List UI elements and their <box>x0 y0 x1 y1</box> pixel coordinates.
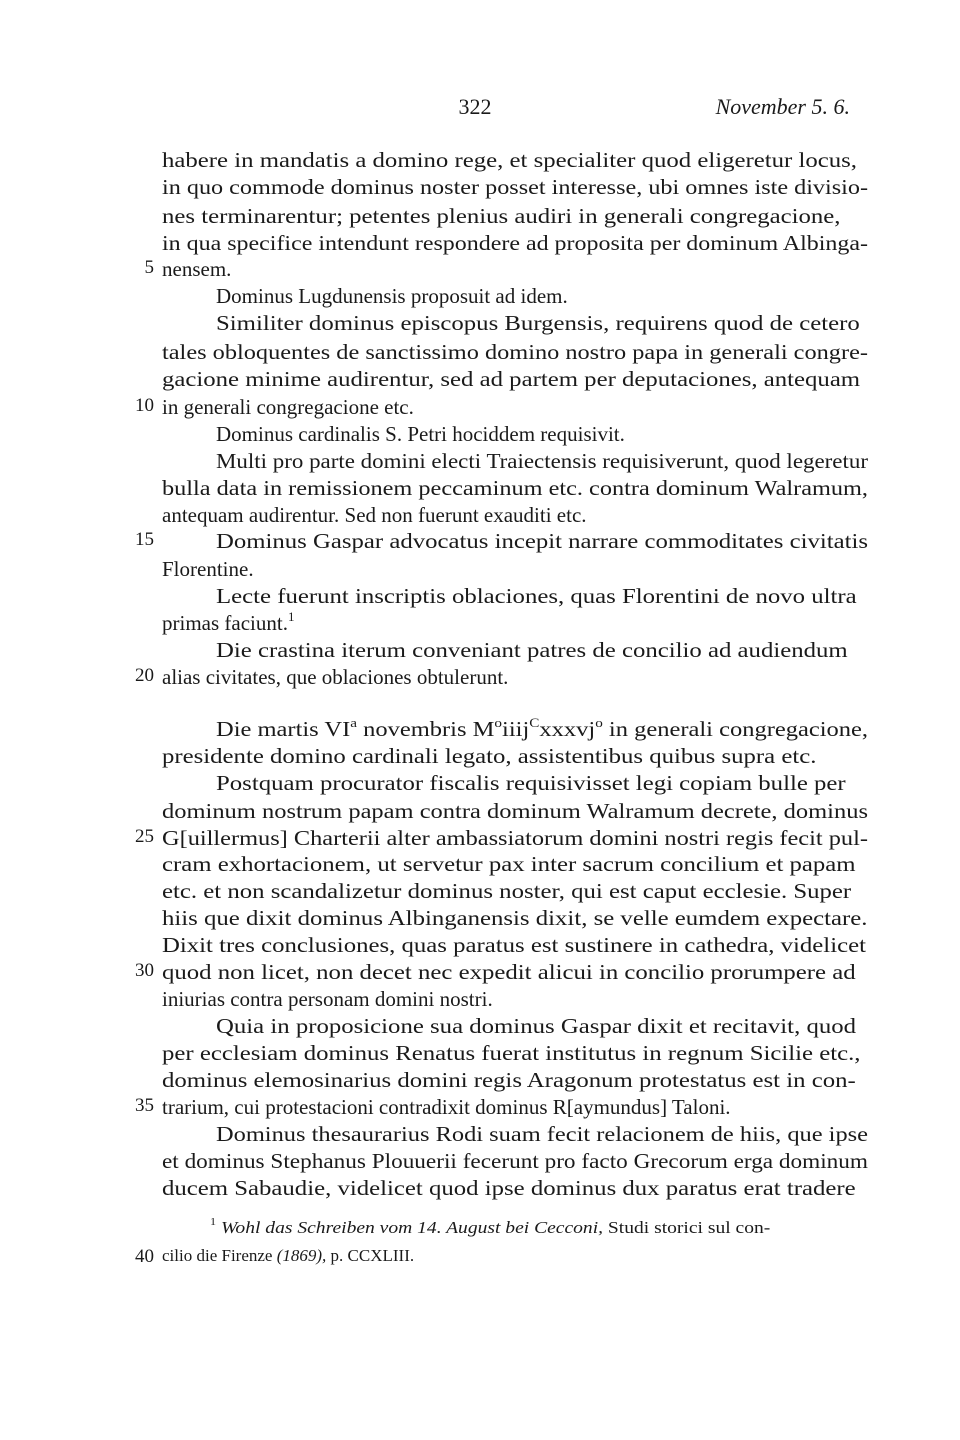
line-text: gacione minime audirentur, sed ad partem per deputaciones, antequam <box>162 367 861 391</box>
footnote-text: cilio die Firenze (1869), p. CCXLIII. <box>162 1246 415 1265</box>
line-text: etc. et non scandalizetur dominus noster, qui est caput ecclesie. Super <box>162 879 852 903</box>
line-text: iniurias contra personam domini nostri. <box>162 987 493 1011</box>
text-line <box>0 584 960 614</box>
line-text: bulla data in remissionem peccaminum etc. contra dominum Walramum, <box>162 476 869 500</box>
text-line <box>0 906 960 936</box>
text-line <box>0 771 960 801</box>
text-line <box>0 1122 960 1152</box>
footnote-line <box>0 1246 960 1276</box>
line-text: ducem Sabaudie, videlicet quod ipse dominus dux paratus erat tradere <box>162 1176 856 1200</box>
text-line <box>0 529 960 559</box>
line-text: alias civitates, que oblaciones obtulerunt. <box>162 665 509 689</box>
line-text: Dominus thesaurarius Rodi suam fecit relacionem de hiis, que ipse <box>216 1122 868 1146</box>
line-text: trarium, cui protestacioni contradixit dominus R[aymundus] Taloni. <box>162 1095 731 1119</box>
text-line <box>0 1014 960 1044</box>
line-text: Dominus Lugdunensis proposuit ad idem. <box>216 284 568 308</box>
text-line <box>0 714 960 747</box>
text-line <box>0 557 960 587</box>
text-line <box>0 879 960 909</box>
line-number: 30 <box>135 960 154 981</box>
line-text: cram exhortacionem, ut servetur pax inter sacrum concilium et papam <box>162 852 856 876</box>
text-line <box>0 1176 960 1206</box>
running-head: November 5. 6. <box>715 94 850 119</box>
line-text: Multi pro parte domini electi Traiectensis requisiverunt, quod legeretur <box>216 449 868 473</box>
footnote-marker: 1 <box>287 608 295 624</box>
line-number: 20 <box>135 665 154 686</box>
text-line <box>0 1095 960 1125</box>
text-line <box>0 987 960 1017</box>
line-number: 40 <box>135 1246 154 1267</box>
line-text: per ecclesiam dominus Renatus fuerat institutus in regnum Sicilie etc., <box>162 1041 861 1065</box>
page-number: 322 <box>458 94 492 119</box>
footnote-line <box>0 1218 960 1248</box>
line-text: Dixit tres conclusiones, quas paratus est sustinere in cathedra, videlicet <box>162 933 866 957</box>
line-number: 10 <box>135 395 154 416</box>
line-number: 15 <box>135 529 154 550</box>
text-line <box>0 422 960 452</box>
line-text: nensem. <box>162 257 232 281</box>
line-text: et dominus Stephanus Plouuerii fecerunt pro facto Grecorum erga dominum <box>162 1149 868 1173</box>
line-text: Postquam procurator fiscalis requisivisset legi copiam bulle per <box>216 771 846 795</box>
line-text: dominum nostrum papam contra dominum Walramum decrete, dominus <box>162 799 868 823</box>
line-text: quod non licet, non decet nec expedit alicui in concilio prorumpere ad <box>162 960 856 984</box>
text-line <box>0 476 960 506</box>
text-line <box>0 284 960 314</box>
line-text: hiis que dixit dominus Albinganensis dixit, se velle eumdem expectare. <box>162 906 868 930</box>
line-text: Dominus cardinalis S. Petri hociddem requisivit. <box>216 422 625 446</box>
line-text: presidente domino cardinali legato, assistentibus quibus supra etc. <box>162 744 817 768</box>
text-line <box>0 608 960 641</box>
text-line <box>0 175 960 205</box>
text-line <box>0 638 960 668</box>
line-text: primas faciunt.$^1$ <box>162 608 295 635</box>
text-line <box>0 665 960 695</box>
text-line <box>0 744 960 774</box>
line-number: 35 <box>135 1095 154 1116</box>
line-text: in quo commode dominus noster posset interesse, ubi omnes iste divisio- <box>162 175 869 199</box>
line-text: nes terminarentur; petentes plenius audiri in generali congregacione, <box>162 204 841 228</box>
text-line <box>0 449 960 479</box>
line-text: Similiter dominus episcopus Burgensis, requirens quod de cetero <box>216 311 860 335</box>
line-text: antequam audirentur. Sed non fuerunt exauditi etc. <box>162 503 587 527</box>
text-line <box>0 1041 960 1071</box>
line-number: 25 <box>135 826 154 847</box>
text-line <box>0 852 960 882</box>
text-line <box>0 257 960 287</box>
text-line <box>0 1149 960 1179</box>
footnote-text: $^1$ Wohl das Schreiben vom 14. August bei Cecconi, Studi storici sul con- <box>210 1217 771 1237</box>
text-line <box>0 204 960 234</box>
line-text: Die crastina iterum conveniant patres de concilio ad audiendum <box>216 638 848 662</box>
line-number: 5 <box>144 257 154 278</box>
text-line <box>0 960 960 990</box>
line-text: Florentine. <box>162 557 254 581</box>
line-text: habere in mandatis a domino rege, et specialiter quod eligeretur locus, <box>162 148 857 172</box>
line-text: dominus elemosinarius domini regis Aragonum protestatus est in con- <box>162 1068 856 1092</box>
text-line <box>0 1068 960 1098</box>
line-text: in qua specifice intendunt respondere ad proposita per dominum Albinga- <box>162 231 869 255</box>
line-text: G[uillermus] Charterii alter ambassiatorum domini nostri regis fecit pul- <box>162 826 868 850</box>
line-text: Die martis $VI^a$ novembris $M^oiiij^Cxxxvj^o$ in generali congregacione, <box>216 714 869 741</box>
text-line <box>0 799 960 829</box>
text-line <box>0 933 960 963</box>
text-line <box>0 340 960 370</box>
line-text: tales obloquentes de sanctissimo domino nostro papa in generali congre- <box>162 340 868 364</box>
line-text: Dominus Gaspar advocatus incepit narrare commoditates civitatis <box>216 529 869 553</box>
line-text: in generali congregacione etc. <box>162 395 414 419</box>
text-line <box>0 395 960 425</box>
line-text: Lecte fuerunt inscriptis oblaciones, quas Florentini de novo ultra <box>216 584 857 608</box>
text-line <box>0 367 960 397</box>
text-line <box>0 148 960 178</box>
text-line <box>0 311 960 341</box>
line-text: Quia in proposicione sua dominus Gaspar dixit et recitavit, quod <box>216 1014 857 1038</box>
